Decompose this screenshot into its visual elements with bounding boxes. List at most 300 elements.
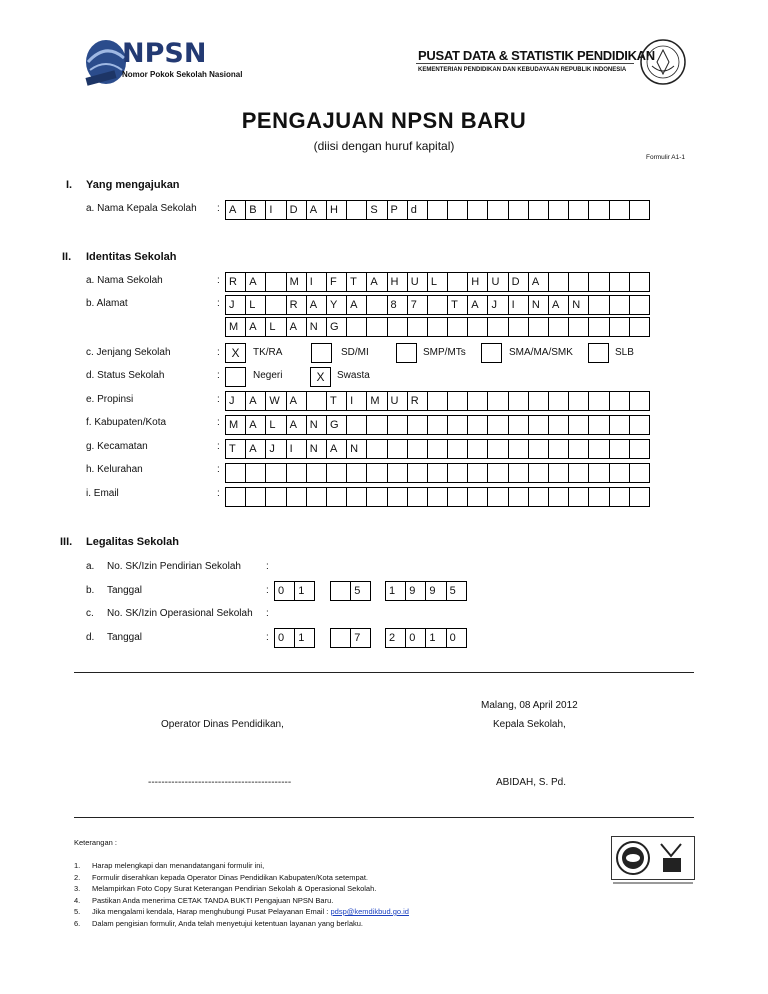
letter-cell[interactable]: 2 — [385, 628, 406, 648]
colon: : — [217, 417, 220, 428]
jenjang-option-label: SMA/MA/SMK — [509, 347, 573, 358]
letter-cell[interactable] — [407, 463, 428, 483]
letter-cell[interactable] — [387, 439, 408, 459]
letter-cell[interactable] — [528, 463, 549, 483]
sk-operasional-label: No. SK/Izin Operasional Sekolah — [107, 608, 253, 619]
jenjang-option-label: TK/RA — [253, 347, 283, 358]
note-text: Harap melengkapi dan menandatangani formulir ini, — [92, 861, 265, 870]
letter-cell[interactable] — [487, 487, 508, 507]
letter-cell[interactable] — [487, 463, 508, 483]
email-label: i. Email — [86, 488, 119, 499]
letter-cell[interactable] — [407, 487, 428, 507]
page-subtitle: (diisi dengan huruf kapital) — [313, 139, 455, 153]
notes-heading: Keterangan : — [74, 838, 117, 847]
letter-cell[interactable] — [447, 463, 468, 483]
nama-kepala-grid[interactable] — [225, 200, 650, 220]
note-text: Jika mengalami kendala, Harap menghubungi Pusat Pelayanan Email : — [92, 907, 331, 916]
letter-cell[interactable]: A — [548, 295, 569, 315]
colon: : — [217, 394, 220, 405]
note-number: 2. — [74, 873, 81, 882]
letter-cell[interactable]: A — [245, 317, 266, 337]
letter-cell[interactable] — [306, 463, 327, 483]
status-option-label: Swasta — [337, 370, 370, 381]
letter-cell[interactable]: Y — [326, 295, 347, 315]
letter-cell[interactable]: 5 — [446, 581, 467, 601]
letter-cell[interactable] — [387, 463, 408, 483]
letter-cell[interactable]: T — [346, 272, 367, 292]
letter-cell[interactable]: A — [286, 391, 307, 411]
letter-cell[interactable] — [629, 295, 650, 315]
alamat-grid-line1[interactable] — [225, 295, 650, 315]
note-text: Dalam pengisian formulir, Anda telah menyetujui ketentuan layanan yang berlaku. — [92, 919, 364, 928]
kelurahan-label: h. Kelurahan — [86, 464, 143, 475]
letter-cell[interactable]: N — [528, 295, 549, 315]
letter-cell[interactable]: G — [326, 415, 347, 435]
colon: : — [266, 561, 269, 572]
letter-cell[interactable]: A — [245, 439, 266, 459]
letter-cell[interactable] — [366, 463, 387, 483]
letter-cell[interactable] — [387, 317, 408, 337]
letter-cell[interactable]: A — [467, 295, 488, 315]
letter-cell[interactable] — [609, 391, 630, 411]
letter-cell[interactable] — [407, 317, 428, 337]
letter-cell[interactable]: d — [407, 200, 428, 220]
letter-cell[interactable] — [568, 272, 589, 292]
letter-cell[interactable]: A — [346, 295, 367, 315]
letter-cell[interactable]: M — [225, 317, 246, 337]
letter-cell[interactable]: A — [245, 272, 266, 292]
letter-cell[interactable]: T — [326, 391, 347, 411]
letter-cell[interactable] — [447, 317, 468, 337]
letter-cell[interactable] — [467, 200, 488, 220]
letter-cell[interactable] — [568, 391, 589, 411]
jenjang-option-label: SMP/MTs — [423, 347, 466, 358]
letter-cell[interactable]: I — [286, 439, 307, 459]
letter-cell[interactable] — [225, 463, 246, 483]
letter-cell[interactable] — [568, 200, 589, 220]
letter-cell[interactable] — [629, 317, 650, 337]
letter-cell[interactable] — [366, 439, 387, 459]
letter-cell[interactable]: A — [245, 415, 266, 435]
kabupaten-label: f. Kabupaten/Kota — [86, 417, 167, 428]
letter-cell[interactable] — [548, 463, 569, 483]
letter-cell[interactable] — [508, 463, 529, 483]
letter-cell[interactable] — [265, 463, 286, 483]
letter-cell[interactable]: A — [366, 272, 387, 292]
letter-cell[interactable]: N — [346, 439, 367, 459]
letter-cell[interactable]: L — [245, 295, 266, 315]
letter-cell[interactable] — [286, 463, 307, 483]
letter-cell[interactable] — [225, 487, 246, 507]
kepala-sekolah-title: Kepala Sekolah, — [493, 719, 566, 730]
letter-cell[interactable] — [629, 391, 650, 411]
letter-cell[interactable]: A — [245, 391, 266, 411]
org-title: PUSAT DATA & STATISTIK PENDIDIKAN — [418, 48, 655, 63]
letter-cell[interactable]: M — [225, 415, 246, 435]
letter-cell[interactable]: D — [508, 272, 529, 292]
letter-cell[interactable] — [467, 439, 488, 459]
letter-cell[interactable] — [306, 487, 327, 507]
section1-number: I. — [66, 179, 73, 191]
letter-cell[interactable] — [427, 317, 448, 337]
letter-cell[interactable] — [568, 415, 589, 435]
letter-cell[interactable] — [508, 439, 529, 459]
form-code: Formulir A1-1 — [646, 154, 686, 161]
letter-cell[interactable] — [629, 439, 650, 459]
letter-cell[interactable] — [427, 391, 448, 411]
letter-cell[interactable]: 9 — [405, 581, 426, 601]
letter-cell[interactable]: N — [568, 295, 589, 315]
note-number: 1. — [74, 861, 81, 870]
letter-cell[interactable] — [629, 415, 650, 435]
colon: : — [266, 608, 269, 619]
email-link[interactable]: pdsp@kemdikbud.go.id — [330, 907, 409, 916]
colon: : — [217, 203, 220, 214]
letter-cell[interactable]: J — [225, 391, 246, 411]
letter-cell[interactable] — [588, 463, 609, 483]
npsn-globe-icon — [82, 36, 126, 88]
letter-cell[interactable]: H — [326, 200, 347, 220]
letter-cell[interactable]: I — [306, 272, 327, 292]
letter-cell[interactable] — [306, 391, 327, 411]
letter-cell[interactable]: 9 — [425, 581, 446, 601]
letter-cell[interactable] — [467, 415, 488, 435]
letter-cell[interactable] — [467, 317, 488, 337]
letter-cell[interactable]: M — [286, 272, 307, 292]
letter-cell[interactable] — [427, 463, 448, 483]
letter-cell[interactable] — [346, 200, 367, 220]
letter-cell[interactable]: R — [286, 295, 307, 315]
letter-cell[interactable] — [588, 415, 609, 435]
note-text: Pastikan Anda menerima CETAK TANDA BUKTI Pengajuan NPSN Baru. — [92, 896, 334, 905]
section2-number: II. — [62, 251, 72, 263]
jenjang-checkbox-smp-mts[interactable] — [396, 343, 417, 363]
letter-cell[interactable] — [528, 487, 549, 507]
colon: : — [266, 585, 269, 596]
letter-cell[interactable] — [387, 487, 408, 507]
jenjang-label: c. Jenjang Sekolah — [86, 347, 171, 358]
divider-bottom — [74, 817, 694, 818]
letter-cell[interactable] — [609, 487, 630, 507]
letter-cell[interactable]: T — [447, 295, 468, 315]
letter-cell[interactable]: 0 — [274, 581, 295, 601]
note-number: 6. — [74, 919, 81, 928]
tanggal2-year-grid[interactable] — [385, 628, 467, 648]
letter-cell[interactable] — [447, 439, 468, 459]
letter-cell[interactable] — [609, 272, 630, 292]
letter-cell[interactable]: N — [306, 317, 327, 337]
jenjang-checkbox-tk-ra[interactable]: X — [225, 343, 246, 363]
letter-cell[interactable] — [528, 415, 549, 435]
letter-cell[interactable] — [568, 317, 589, 337]
letter-cell[interactable]: A — [286, 415, 307, 435]
letter-cell[interactable] — [346, 317, 367, 337]
letter-cell[interactable]: 1 — [425, 628, 446, 648]
letter-cell[interactable]: R — [407, 391, 428, 411]
operator-title: Operator Dinas Pendidikan, — [161, 719, 284, 730]
letter-cell[interactable] — [588, 439, 609, 459]
letter-cell[interactable]: 1 — [294, 628, 315, 648]
letter-cell[interactable] — [467, 487, 488, 507]
propinsi-label: e. Propinsi — [86, 394, 134, 405]
letter-cell[interactable]: A — [306, 295, 327, 315]
colon: : — [217, 347, 220, 358]
letter-cell[interactable]: 0 — [446, 628, 467, 648]
colon: : — [217, 298, 220, 309]
section3-title: Legalitas Sekolah — [86, 536, 179, 548]
letter-cell[interactable] — [467, 391, 488, 411]
letter-cell[interactable]: U — [487, 272, 508, 292]
letter-cell[interactable] — [528, 439, 549, 459]
letter-cell[interactable] — [326, 487, 347, 507]
letter-cell[interactable]: I — [265, 200, 286, 220]
status-option-label: Negeri — [253, 370, 283, 381]
letter-cell[interactable] — [427, 439, 448, 459]
letter-cell[interactable] — [366, 415, 387, 435]
letter-cell[interactable] — [629, 200, 650, 220]
letter-cell[interactable] — [548, 439, 569, 459]
letter-cell[interactable]: F — [326, 272, 347, 292]
tanggal1-year-grid[interactable] — [385, 581, 467, 601]
tanggal1-label: Tanggal — [107, 585, 143, 596]
letter-cell[interactable] — [487, 317, 508, 337]
letter-cell[interactable] — [265, 272, 286, 292]
operator-signature-line: ------------------------------------------- — [148, 777, 292, 788]
note-text: Melampirkan Foto Copy Surat Keterangan Pendirian Sekolah & Operasional Sekolah. — [92, 884, 377, 893]
letter-cell[interactable] — [528, 200, 549, 220]
letter-cell[interactable] — [508, 391, 529, 411]
letter-cell[interactable] — [548, 391, 569, 411]
letter-cell[interactable]: A — [225, 200, 246, 220]
tanggal2-day-grid[interactable] — [274, 628, 315, 648]
letter-cell[interactable]: I — [346, 391, 367, 411]
jenjang-checkbox-sd-mi[interactable] — [311, 343, 332, 363]
letter-cell[interactable] — [346, 463, 367, 483]
letter-cell[interactable] — [245, 487, 266, 507]
section2-title: Identitas Sekolah — [86, 251, 177, 263]
letter-cell[interactable] — [366, 317, 387, 337]
note-number: 5. — [74, 907, 81, 916]
status-checkbox-negeri[interactable] — [225, 367, 246, 387]
letter-cell[interactable]: U — [407, 272, 428, 292]
org-subtitle: KEMENTERIAN PENDIDIKAN DAN KEBUDAYAAN REPUBLIK INDONESIA — [418, 67, 627, 73]
colon: : — [217, 488, 220, 499]
kepala-sekolah-name: ABIDAH, S. Pd. — [496, 777, 567, 788]
letter-cell[interactable] — [508, 415, 529, 435]
letter-cell[interactable] — [427, 487, 448, 507]
letter-cell[interactable] — [548, 487, 569, 507]
colon: : — [217, 275, 220, 286]
tanggal2-label: Tanggal — [107, 632, 143, 643]
letter-cell[interactable]: P — [387, 200, 408, 220]
note-text: Formulir diserahkan kepada Operator Dinas Pendidikan Kabupaten/Kota setempat. — [92, 873, 368, 882]
letter-cell[interactable]: 1 — [385, 581, 406, 601]
letter-cell[interactable]: J — [265, 439, 286, 459]
sk-pendirian-letter: a. — [86, 561, 95, 572]
letter-cell[interactable] — [548, 415, 569, 435]
letter-cell[interactable] — [286, 487, 307, 507]
letter-cell[interactable] — [609, 463, 630, 483]
divider-top — [74, 672, 694, 673]
jenjang-checkbox-slb[interactable] — [588, 343, 609, 363]
letter-cell[interactable] — [407, 415, 428, 435]
letter-cell[interactable] — [467, 463, 488, 483]
letter-cell[interactable] — [366, 295, 387, 315]
tanggal2-letter: d. — [86, 632, 95, 643]
letter-cell[interactable]: M — [366, 391, 387, 411]
letter-cell[interactable]: 8 — [387, 295, 408, 315]
status-label: d. Status Sekolah — [86, 370, 165, 381]
letter-cell[interactable] — [447, 272, 468, 292]
sk-operasional-letter: c. — [86, 608, 94, 619]
letter-cell[interactable]: 7 — [350, 628, 371, 648]
sk-pendirian-label: No. SK/Izin Pendirian Sekolah — [107, 561, 241, 572]
letter-cell[interactable] — [588, 295, 609, 315]
kecamatan-label: g. Kecamatan — [86, 441, 148, 452]
letter-cell[interactable] — [609, 317, 630, 337]
letter-cell[interactable]: W — [265, 391, 286, 411]
letter-cell[interactable] — [330, 581, 351, 601]
letter-cell[interactable] — [346, 415, 367, 435]
page-title: PENGAJUAN NPSN BARU — [241, 108, 527, 133]
letter-cell[interactable] — [407, 439, 428, 459]
letter-cell[interactable]: A — [286, 317, 307, 337]
letter-cell[interactable]: 5 — [350, 581, 371, 601]
tanggal1-month-grid[interactable] — [330, 581, 371, 601]
letter-cell[interactable] — [487, 391, 508, 411]
letter-cell[interactable] — [548, 272, 569, 292]
letter-cell[interactable]: I — [508, 295, 529, 315]
letter-cell[interactable] — [447, 391, 468, 411]
header-divider — [416, 63, 634, 64]
letter-cell[interactable]: H — [467, 272, 488, 292]
letter-cell[interactable] — [447, 200, 468, 220]
letter-cell[interactable]: D — [286, 200, 307, 220]
letter-cell[interactable]: 0 — [405, 628, 426, 648]
letter-cell[interactable] — [427, 415, 448, 435]
letter-cell[interactable] — [568, 439, 589, 459]
note-number: 4. — [74, 896, 81, 905]
letter-cell[interactable]: L — [265, 317, 286, 337]
letter-cell[interactable]: A — [306, 200, 327, 220]
letter-cell[interactable] — [508, 200, 529, 220]
letter-cell[interactable] — [427, 200, 448, 220]
letter-cell[interactable] — [487, 439, 508, 459]
letter-cell[interactable]: A — [326, 439, 347, 459]
letter-cell[interactable]: 7 — [407, 295, 428, 315]
letter-cell[interactable] — [568, 487, 589, 507]
letter-cell[interactable] — [528, 317, 549, 337]
letter-cell[interactable] — [326, 463, 347, 483]
propinsi-grid[interactable] — [225, 391, 650, 411]
letter-cell[interactable] — [346, 487, 367, 507]
letter-cell[interactable] — [588, 200, 609, 220]
letter-cell[interactable]: A — [528, 272, 549, 292]
letter-cell[interactable] — [588, 317, 609, 337]
letter-cell[interactable] — [330, 628, 351, 648]
letter-cell[interactable]: R — [225, 272, 246, 292]
letter-cell[interactable] — [548, 200, 569, 220]
nama-sekolah-label: a. Nama Sekolah — [86, 275, 163, 286]
letter-cell[interactable] — [629, 272, 650, 292]
letter-cell[interactable] — [568, 463, 589, 483]
letter-cell[interactable]: L — [427, 272, 448, 292]
letter-cell[interactable] — [265, 487, 286, 507]
alamat-label: b. Alamat — [86, 298, 128, 309]
letter-cell[interactable]: 0 — [274, 628, 295, 648]
kemdikbud-emblem-icon — [638, 36, 688, 90]
letter-cell[interactable]: J — [487, 295, 508, 315]
letter-cell[interactable] — [629, 487, 650, 507]
letter-cell[interactable]: N — [306, 415, 327, 435]
letter-cell[interactable]: H — [387, 272, 408, 292]
letter-cell[interactable] — [588, 391, 609, 411]
note-number: 3. — [74, 884, 81, 893]
letter-cell[interactable] — [588, 272, 609, 292]
letter-cell[interactable] — [609, 200, 630, 220]
letter-cell[interactable]: J — [225, 295, 246, 315]
kecamatan-grid[interactable] — [225, 439, 650, 459]
jenjang-option-label: SD/MI — [341, 347, 369, 358]
letter-cell[interactable]: G — [326, 317, 347, 337]
alamat-grid-line2[interactable] — [225, 317, 650, 337]
tanggal1-day-grid[interactable] — [274, 581, 315, 601]
letter-cell[interactable] — [245, 463, 266, 483]
letter-cell[interactable] — [609, 439, 630, 459]
letter-cell[interactable] — [447, 415, 468, 435]
letter-cell[interactable] — [508, 487, 529, 507]
section3-number: III. — [60, 536, 73, 548]
letter-cell[interactable]: T — [225, 439, 246, 459]
section1-title: Yang mengajukan — [86, 179, 180, 191]
letter-cell[interactable] — [387, 415, 408, 435]
letter-cell[interactable] — [508, 317, 529, 337]
npsn-logo — [82, 36, 242, 88]
letter-cell[interactable] — [265, 295, 286, 315]
iso-certification-badge-icon — [611, 836, 695, 886]
colon: : — [266, 632, 269, 643]
letter-cell[interactable]: U — [387, 391, 408, 411]
letter-cell[interactable] — [609, 415, 630, 435]
kabupaten-grid[interactable] — [225, 415, 650, 435]
tanggal2-month-grid[interactable] — [330, 628, 371, 648]
letter-cell[interactable] — [548, 317, 569, 337]
nama-kepala-label: a. Nama Kepala Sekolah — [86, 203, 197, 214]
letter-cell[interactable]: L — [265, 415, 286, 435]
letter-cell[interactable] — [366, 487, 387, 507]
tanggal1-letter: b. — [86, 585, 95, 596]
nama-sekolah-grid[interactable] — [225, 272, 650, 292]
letter-cell[interactable] — [588, 487, 609, 507]
letter-cell[interactable]: N — [306, 439, 327, 459]
letter-cell[interactable]: 1 — [294, 581, 315, 601]
letter-cell[interactable]: S — [366, 200, 387, 220]
kelurahan-grid[interactable] — [225, 463, 650, 483]
letter-cell[interactable] — [487, 200, 508, 220]
colon: : — [217, 464, 220, 475]
letter-cell[interactable] — [609, 295, 630, 315]
letter-cell[interactable] — [528, 391, 549, 411]
letter-cell[interactable] — [427, 295, 448, 315]
email-grid[interactable] — [225, 487, 650, 507]
letter-cell[interactable] — [487, 415, 508, 435]
letter-cell[interactable] — [629, 463, 650, 483]
jenjang-checkbox-sma-ma-smk[interactable] — [481, 343, 502, 363]
letter-cell[interactable] — [447, 487, 468, 507]
letter-cell[interactable]: B — [245, 200, 266, 220]
logo-subtitle: Nomor Pokok Sekolah Nasional — [122, 70, 243, 79]
status-checkbox-swasta[interactable]: X — [310, 367, 331, 387]
